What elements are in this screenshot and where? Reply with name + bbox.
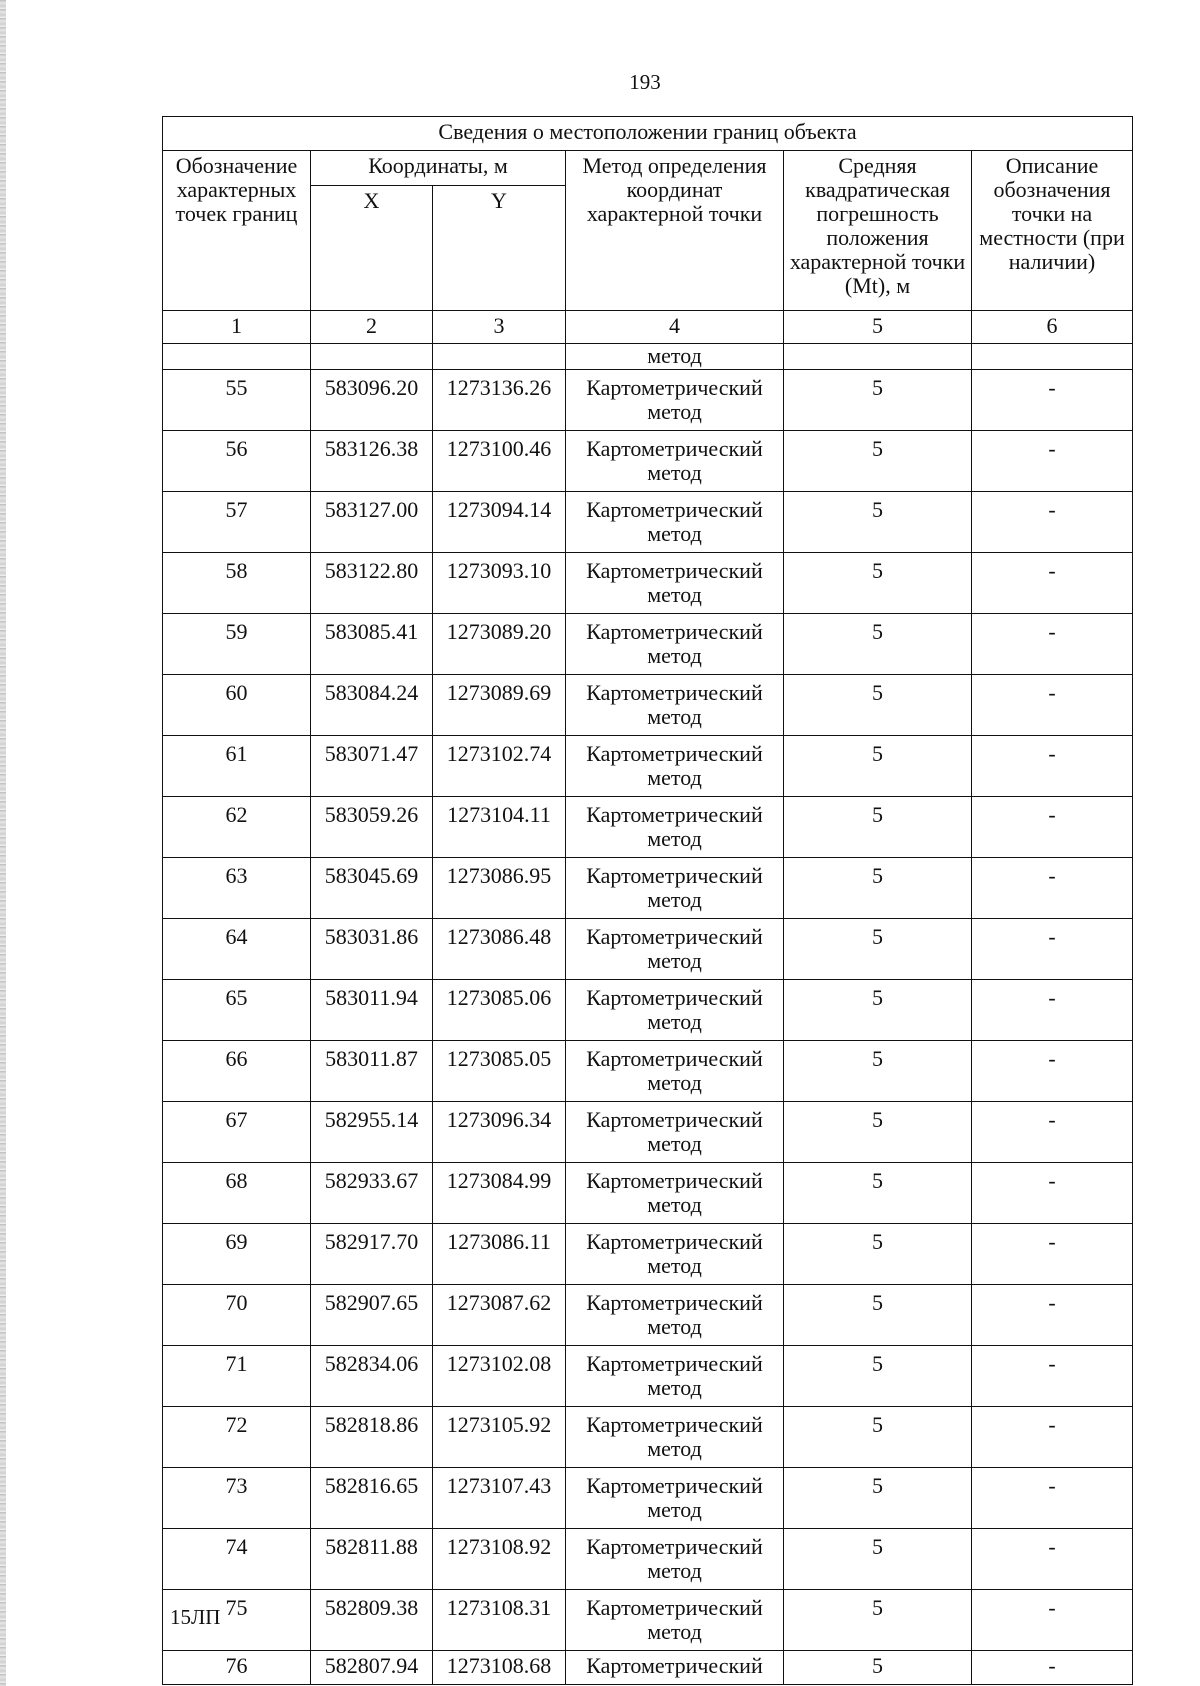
cell-x: 582816.65 <box>311 1468 433 1529</box>
cell-point: 58 <box>163 553 311 614</box>
cell-y: 1273089.20 <box>433 614 566 675</box>
table-row <box>163 1224 1133 1285</box>
cell-x: 583122.80 <box>311 553 433 614</box>
header-description: Описание обозначения точки на местности (при наличии) <box>972 151 1133 311</box>
cell-point: 70 <box>163 1285 311 1346</box>
method-line-2: метод <box>647 1619 702 1644</box>
table-row <box>163 614 1133 675</box>
continuation-row <box>163 344 1133 370</box>
cell-accuracy: 5 <box>784 553 972 614</box>
method-line-1: Картометрический <box>586 1473 763 1498</box>
cell-y: 1273102.08 <box>433 1346 566 1407</box>
cell-method <box>566 553 784 614</box>
cell-point: 65 <box>163 980 311 1041</box>
cell-method <box>566 492 784 553</box>
cell-method <box>566 1590 784 1651</box>
boundary-coordinates-table <box>162 116 1133 1685</box>
table-row <box>163 492 1133 553</box>
method-line-1: Картометрический <box>586 1534 763 1559</box>
cell-method <box>566 1468 784 1529</box>
column-number-3: 3 <box>433 311 566 344</box>
cell-description: - <box>972 1529 1133 1590</box>
cell-accuracy: 5 <box>784 736 972 797</box>
cell-point: 75 <box>163 1590 311 1651</box>
cell-description: - <box>972 1468 1133 1529</box>
cell-description: - <box>972 431 1133 492</box>
cell-x: 582818.86 <box>311 1407 433 1468</box>
header-coordinates: Координаты, м <box>311 151 566 186</box>
cell-y: 1273084.99 <box>433 1163 566 1224</box>
cell-x: 583011.87 <box>311 1041 433 1102</box>
column-number-4: 4 <box>566 311 784 344</box>
cell-accuracy: 5 <box>784 1163 972 1224</box>
cell-point: 57 <box>163 492 311 553</box>
method-line-2: метод <box>647 399 702 424</box>
table-row <box>163 553 1133 614</box>
cell-accuracy: 5 <box>784 1346 972 1407</box>
cell-method <box>566 431 784 492</box>
method-line-2: метод <box>647 887 702 912</box>
cell-description: - <box>972 1224 1133 1285</box>
column-number-5: 5 <box>784 311 972 344</box>
cell-x: 583096.20 <box>311 370 433 431</box>
cell-accuracy: 5 <box>784 1285 972 1346</box>
cell-description: - <box>972 1651 1133 1685</box>
cell-accuracy: 5 <box>784 1407 972 1468</box>
header-y: Y <box>433 185 566 310</box>
cell-point: 56 <box>163 431 311 492</box>
cell-point: 55 <box>163 370 311 431</box>
cell-point: 72 <box>163 1407 311 1468</box>
table-row <box>163 1529 1133 1590</box>
cell-method <box>566 797 784 858</box>
column-number-2: 2 <box>311 311 433 344</box>
method-line-2: метод <box>647 1131 702 1156</box>
cell-x: 582834.06 <box>311 1346 433 1407</box>
cell-accuracy: 5 <box>784 614 972 675</box>
method-line-2: метод <box>647 1436 702 1461</box>
cell-x: 583084.24 <box>311 675 433 736</box>
column-number-6: 6 <box>972 311 1133 344</box>
cell-method <box>566 675 784 736</box>
table-row <box>163 1590 1133 1651</box>
table-row <box>163 675 1133 736</box>
method-line-2: метод <box>647 1558 702 1583</box>
cell-accuracy: 5 <box>784 1224 972 1285</box>
cell-description: - <box>972 1590 1133 1651</box>
cell-x: 583045.69 <box>311 858 433 919</box>
method-line-2: метод <box>647 521 702 546</box>
method-line-2: метод <box>647 765 702 790</box>
cell-y: 1273094.14 <box>433 492 566 553</box>
cell-y: 1273108.92 <box>433 1529 566 1590</box>
cell-accuracy: 5 <box>784 1651 972 1685</box>
cell-y: 1273105.92 <box>433 1407 566 1468</box>
table-row <box>163 1651 1133 1685</box>
cell-method <box>566 370 784 431</box>
cell-accuracy: 5 <box>784 980 972 1041</box>
cell-method: Картометрический <box>566 1651 784 1685</box>
table-row <box>163 797 1133 858</box>
cell-method <box>566 1224 784 1285</box>
cell-x: 582933.67 <box>311 1163 433 1224</box>
method-line-2: метод <box>647 643 702 668</box>
method-line-2: метод <box>647 1314 702 1339</box>
cell-method <box>566 1346 784 1407</box>
cell-description: - <box>972 1407 1133 1468</box>
method-line-1: Картометрический <box>586 436 763 461</box>
method-line-2: метод <box>647 948 702 973</box>
table-row <box>163 919 1133 980</box>
method-line-2: метод <box>647 1192 702 1217</box>
cell-accuracy: 5 <box>784 370 972 431</box>
table-row <box>163 1346 1133 1407</box>
cell-y: 1273093.10 <box>433 553 566 614</box>
method-line-2: метод <box>647 826 702 851</box>
cell-x: 582807.94 <box>311 1651 433 1685</box>
table-row <box>163 370 1133 431</box>
method-line-2: метод <box>647 1375 702 1400</box>
cell-method <box>566 980 784 1041</box>
cell-method <box>566 919 784 980</box>
method-line-1: Картометрический <box>586 741 763 766</box>
continuation-method: метод <box>566 344 784 370</box>
cell-point: 73 <box>163 1468 311 1529</box>
cell-method <box>566 1041 784 1102</box>
cell-x: 583059.26 <box>311 797 433 858</box>
method-line-1: Картометрический <box>586 558 763 583</box>
cell-accuracy: 5 <box>784 1041 972 1102</box>
cell-description: - <box>972 1102 1133 1163</box>
cell-method <box>566 1102 784 1163</box>
page-number: 193 <box>629 70 661 94</box>
cell-y: 1273086.48 <box>433 919 566 980</box>
cell-method <box>566 1285 784 1346</box>
method-line-1: Картометрический <box>586 802 763 827</box>
method-line-1: Картометрический <box>586 375 763 400</box>
method-line-1: Картометрический <box>586 1168 763 1193</box>
cell-y: 1273100.46 <box>433 431 566 492</box>
cell-method <box>566 614 784 675</box>
cell-accuracy: 5 <box>784 1529 972 1590</box>
cell-point: 64 <box>163 919 311 980</box>
method-line-1: Картометрический <box>586 1412 763 1437</box>
cell-x: 582907.65 <box>311 1285 433 1346</box>
cell-point: 59 <box>163 614 311 675</box>
cell-y: 1273086.95 <box>433 858 566 919</box>
cell-y: 1273108.68 <box>433 1651 566 1685</box>
cell-description: - <box>972 1163 1133 1224</box>
cell-description: - <box>972 1346 1133 1407</box>
cell-point: 74 <box>163 1529 311 1590</box>
method-line-1: Картометрический <box>586 1595 763 1620</box>
scan-edge-artifact <box>0 0 6 1686</box>
method-line-1: Картометрический <box>586 1107 763 1132</box>
table-row <box>163 1102 1133 1163</box>
cell-description: - <box>972 736 1133 797</box>
cell-x: 583071.47 <box>311 736 433 797</box>
table-row <box>163 1285 1133 1346</box>
method-line-2: метод <box>647 1497 702 1522</box>
cell-y: 1273107.43 <box>433 1468 566 1529</box>
table-row <box>163 1041 1133 1102</box>
cell-point: 60 <box>163 675 311 736</box>
table-row <box>163 1163 1133 1224</box>
cell-point: 68 <box>163 1163 311 1224</box>
method-line-1: Картометрический <box>586 1290 763 1315</box>
cell-y: 1273096.34 <box>433 1102 566 1163</box>
cell-description: - <box>972 492 1133 553</box>
cell-accuracy: 5 <box>784 797 972 858</box>
method-line-1: Картометрический <box>586 1229 763 1254</box>
cell-description: - <box>972 370 1133 431</box>
cell-y: 1273108.31 <box>433 1590 566 1651</box>
cell-y: 1273102.74 <box>433 736 566 797</box>
method-line-1: Картометрический <box>586 619 763 644</box>
cell-x: 582917.70 <box>311 1224 433 1285</box>
footer-code: 15ЛП <box>170 1605 221 1629</box>
cell-method <box>566 1407 784 1468</box>
method-line-2: метод <box>647 582 702 607</box>
cell-point: 71 <box>163 1346 311 1407</box>
table-row <box>163 980 1133 1041</box>
cell-description: - <box>972 675 1133 736</box>
cell-method <box>566 1529 784 1590</box>
table-title: Сведения о местоположении границ объекта <box>163 117 1133 151</box>
table-row <box>163 736 1133 797</box>
cell-accuracy: 5 <box>784 492 972 553</box>
cell-y: 1273085.05 <box>433 1041 566 1102</box>
cell-point: 76 <box>163 1651 311 1685</box>
cell-description: - <box>972 797 1133 858</box>
cell-x: 583011.94 <box>311 980 433 1041</box>
cell-y: 1273104.11 <box>433 797 566 858</box>
table-row <box>163 1407 1133 1468</box>
cell-accuracy: 5 <box>784 431 972 492</box>
method-line-1: Картометрический <box>586 924 763 949</box>
method-line-2: метод <box>647 460 702 485</box>
cell-method <box>566 1163 784 1224</box>
header-method: Метод определения координат характерной точки <box>566 151 784 311</box>
cell-description: - <box>972 553 1133 614</box>
cell-x: 582811.88 <box>311 1529 433 1590</box>
cell-accuracy: 5 <box>784 1102 972 1163</box>
cell-x: 582955.14 <box>311 1102 433 1163</box>
cell-accuracy: 5 <box>784 1590 972 1651</box>
method-line-2: метод <box>647 1070 702 1095</box>
cell-description: - <box>972 858 1133 919</box>
method-line-1: Картометрический <box>586 1351 763 1376</box>
method-line-1: Картометрический <box>586 680 763 705</box>
cell-accuracy: 5 <box>784 1468 972 1529</box>
cell-description: - <box>972 1285 1133 1346</box>
cell-point: 66 <box>163 1041 311 1102</box>
method-line-1: Картометрический <box>586 1046 763 1071</box>
cell-accuracy: 5 <box>784 675 972 736</box>
header-point-designation: Обозначение характерных точек границ <box>163 151 311 311</box>
cell-point: 67 <box>163 1102 311 1163</box>
cell-method <box>566 858 784 919</box>
cell-description: - <box>972 614 1133 675</box>
table-row <box>163 858 1133 919</box>
cell-point: 62 <box>163 797 311 858</box>
method-line-1: Картометрический <box>586 863 763 888</box>
column-number-1: 1 <box>163 311 311 344</box>
cell-y: 1273086.11 <box>433 1224 566 1285</box>
cell-x: 583085.41 <box>311 614 433 675</box>
cell-accuracy: 5 <box>784 858 972 919</box>
table-row <box>163 1468 1133 1529</box>
method-line-1: Картометрический <box>586 985 763 1010</box>
cell-accuracy: 5 <box>784 919 972 980</box>
method-line-2: метод <box>647 1253 702 1278</box>
cell-y: 1273085.06 <box>433 980 566 1041</box>
cell-y: 1273087.62 <box>433 1285 566 1346</box>
cell-description: - <box>972 980 1133 1041</box>
cell-y: 1273136.26 <box>433 370 566 431</box>
header-x: X <box>311 185 433 310</box>
cell-x: 583031.86 <box>311 919 433 980</box>
cell-point: 61 <box>163 736 311 797</box>
cell-point: 63 <box>163 858 311 919</box>
cell-description: - <box>972 1041 1133 1102</box>
cell-x: 582809.38 <box>311 1590 433 1651</box>
cell-description: - <box>972 919 1133 980</box>
cell-x: 583127.00 <box>311 492 433 553</box>
cell-x: 583126.38 <box>311 431 433 492</box>
table-row <box>163 431 1133 492</box>
cell-y: 1273089.69 <box>433 675 566 736</box>
cell-method <box>566 736 784 797</box>
method-line-2: метод <box>647 704 702 729</box>
method-line-2: метод <box>647 1009 702 1034</box>
header-accuracy: Средняя квадратическая погрешность положения характерной точки (Мt), м <box>784 151 972 311</box>
method-line-1: Картометрический <box>586 497 763 522</box>
cell-point: 69 <box>163 1224 311 1285</box>
